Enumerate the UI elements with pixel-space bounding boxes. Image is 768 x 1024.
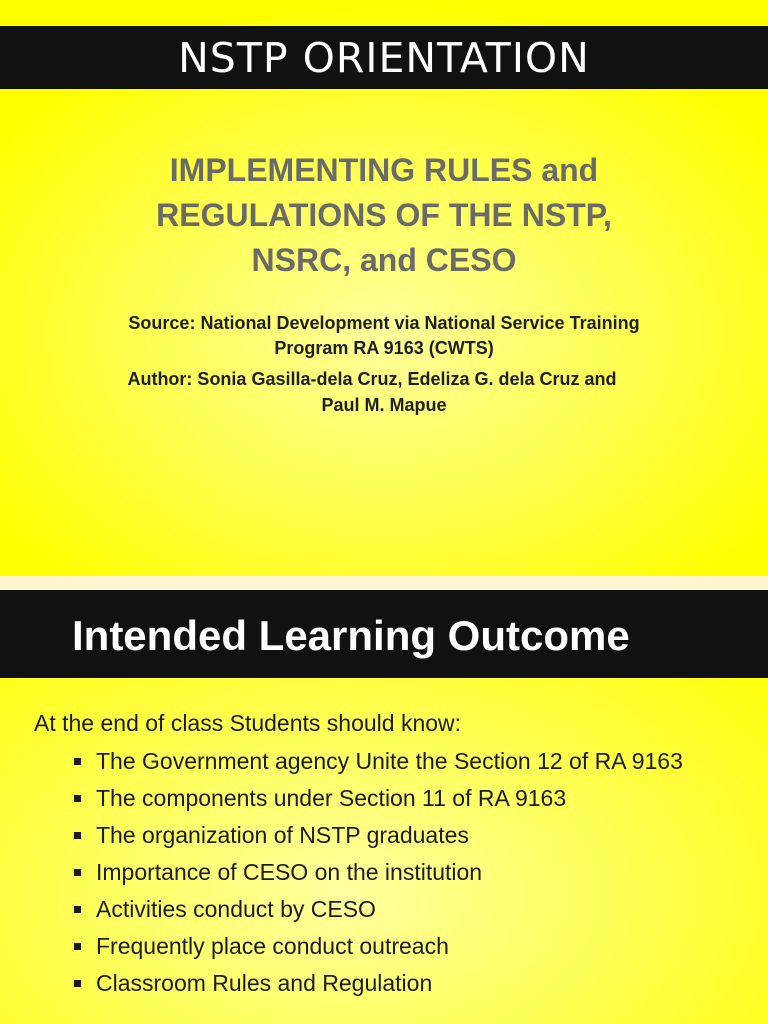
square-bullet-icon <box>74 980 81 987</box>
intro-text: At the end of class Students should know: <box>34 710 462 736</box>
list-item-text: Activities conduct by CESO <box>96 896 376 922</box>
square-bullet-icon <box>74 906 81 913</box>
slide-title: NSTP ORIENTATION <box>178 34 590 82</box>
list-item <box>74 968 734 999</box>
list-item <box>74 894 734 925</box>
source-line-cont: Program RA 9163 (CWTS) <box>274 338 494 358</box>
list-item-text: Classroom Rules and Regulation <box>96 970 433 996</box>
list-item <box>74 820 734 851</box>
square-bullet-icon <box>74 795 81 802</box>
author-line-cont: Paul M. Mapue <box>321 395 447 415</box>
list-item-text: The components under Section 11 of RA 9163 <box>96 785 567 811</box>
list-item-text: Importance of CESO on the institution <box>96 859 483 885</box>
heading-line: NSRC, and CESO <box>251 242 517 278</box>
list-item <box>74 857 734 888</box>
square-bullet-icon <box>74 943 81 950</box>
outcome-list <box>74 746 734 1005</box>
source-line: Source: National Development via National Service Training <box>128 313 640 333</box>
heading-line: REGULATIONS OF THE NSTP, <box>156 197 612 233</box>
list-item <box>74 746 734 777</box>
slide-learning-outcome <box>0 590 768 1024</box>
slide-title: Intended Learning Outcome <box>72 612 630 659</box>
list-item-text: Frequently place conduct outreach <box>96 933 449 959</box>
heading-line: IMPLEMENTING RULES and <box>169 152 599 188</box>
square-bullet-icon <box>74 832 81 839</box>
list-item <box>74 931 734 962</box>
square-bullet-icon <box>74 758 81 765</box>
square-bullet-icon <box>74 869 81 876</box>
author-line: Author: Sonia Gasilla-dela Cruz, Edeliza G. dela Cruz and <box>127 369 617 389</box>
list-item <box>74 783 734 814</box>
list-item-text: The Government agency Unite the Section 12 of RA 9163 <box>96 748 683 774</box>
slide-heading <box>84 148 684 283</box>
list-item-text: The organization of NSTP graduates <box>96 822 469 848</box>
